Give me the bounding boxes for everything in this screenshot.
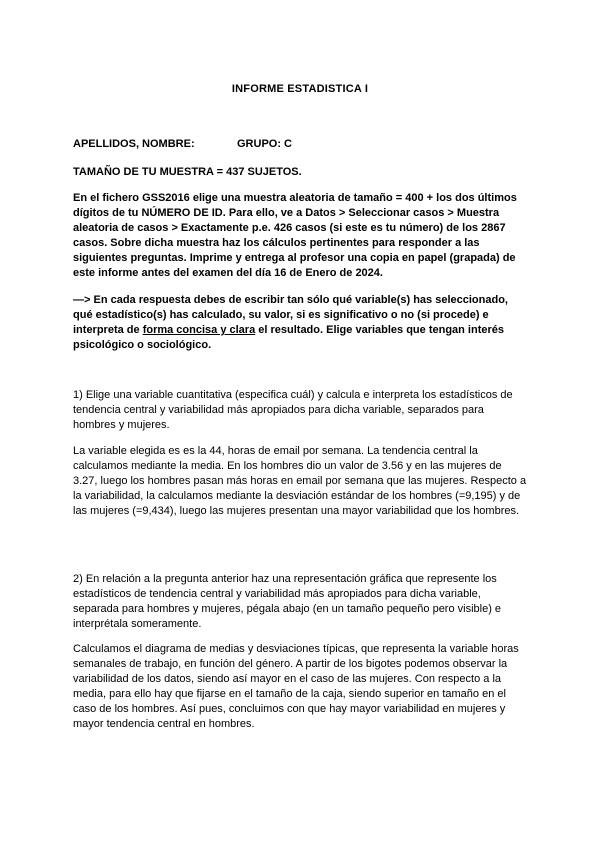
instructions-p2-underlined: forma concisa y clara: [142, 324, 256, 336]
sample-size-label: TAMAÑO DE TU MUESTRA = 437 SUJETOS.: [73, 166, 302, 178]
answer-1-text: La variable elegida es es la 44, horas de email por semana. La tendencia central la calculamos mediante la media. En los hombres dio un valor de 3.56 y en las mujeres de 3.27, luego los hombres pasan más horas en email por semana que las mujeres. Respecto a la variabilidad, la calculamos mediante la desviación estándar de los hombres (=9,195) y de las mujeres (=9,434), luego las mujeres presentan una mayor variabilidad que los hombres.: [73, 445, 527, 517]
instructions-paragraph-2: [73, 293, 528, 353]
instructions-p2-end: el resultado. Elige variables que tengan interés psicológico o sociológico.: [73, 324, 505, 351]
answer-2-text: Calculamos el diagrama de medias y desviaciones típicas, que representa la variable horas semanales de trabajo, en función del género. A partir de los bigotes podemos observar la variabilidad de los datos, siendo así mayor en el caso de las mujeres. Con respecto a la media, para ello hay que fijarse en el tamaño de la caja, siendo superior en tamaño en el caso de los hombres. Así pues, concluimos con que hay mayor variabilidad en mujeres y mayor tendencia central en hombres.: [73, 643, 519, 730]
question-2-text: 2) En relación a la pregunta anterior haz una representación gráfica que represente los estadísticos de tendencia central y variabilidad más apropiados para dicha variable, separada para hombres y mujeres, pégala abajo (en un tamaño pequeño pero visible) e interprétala someramente.: [73, 573, 502, 630]
instructions-paragraph-1: En el fichero GSS2016 elige una muestra aleatoria de tamaño = 400 + los dos últimos dígitos de tu NÚMERO DE ID. Para ello, ve a Datos > Seleccionar casos > Muestra aleatoria de casos > Exactamente p.e. 426 casos (si este es tu número) de los 2867 casos. Sobre dicha muestra haz los cálculos pertinentes para responder a las siguientes preguntas. Imprime y entrega al profesor una copia en papel (grapada) de este informe antes del examen del día 16 de Enero de 2024.: [73, 192, 517, 279]
group-label: GRUPO: C: [237, 138, 292, 150]
document-title: INFORME ESTADISTICA I: [231, 83, 369, 95]
name-label: APELLIDOS, NOMBRE:: [73, 138, 195, 150]
instructions-p2-start: —> En cada respuesta debes de escribir tan sólo qué variable(s) has seleccionado, qué estadístico(s) has calculado, su valor, si es significativo o no (si procede) e interpreta de: [73, 294, 508, 336]
question-1-text: 1) Elige una variable cuantitativa (especifica cuál) y calcula e interpreta los estadísticos de tendencia central y variabilidad más apropiados para dicha variable, separados para hombres y mujeres.: [73, 389, 513, 431]
